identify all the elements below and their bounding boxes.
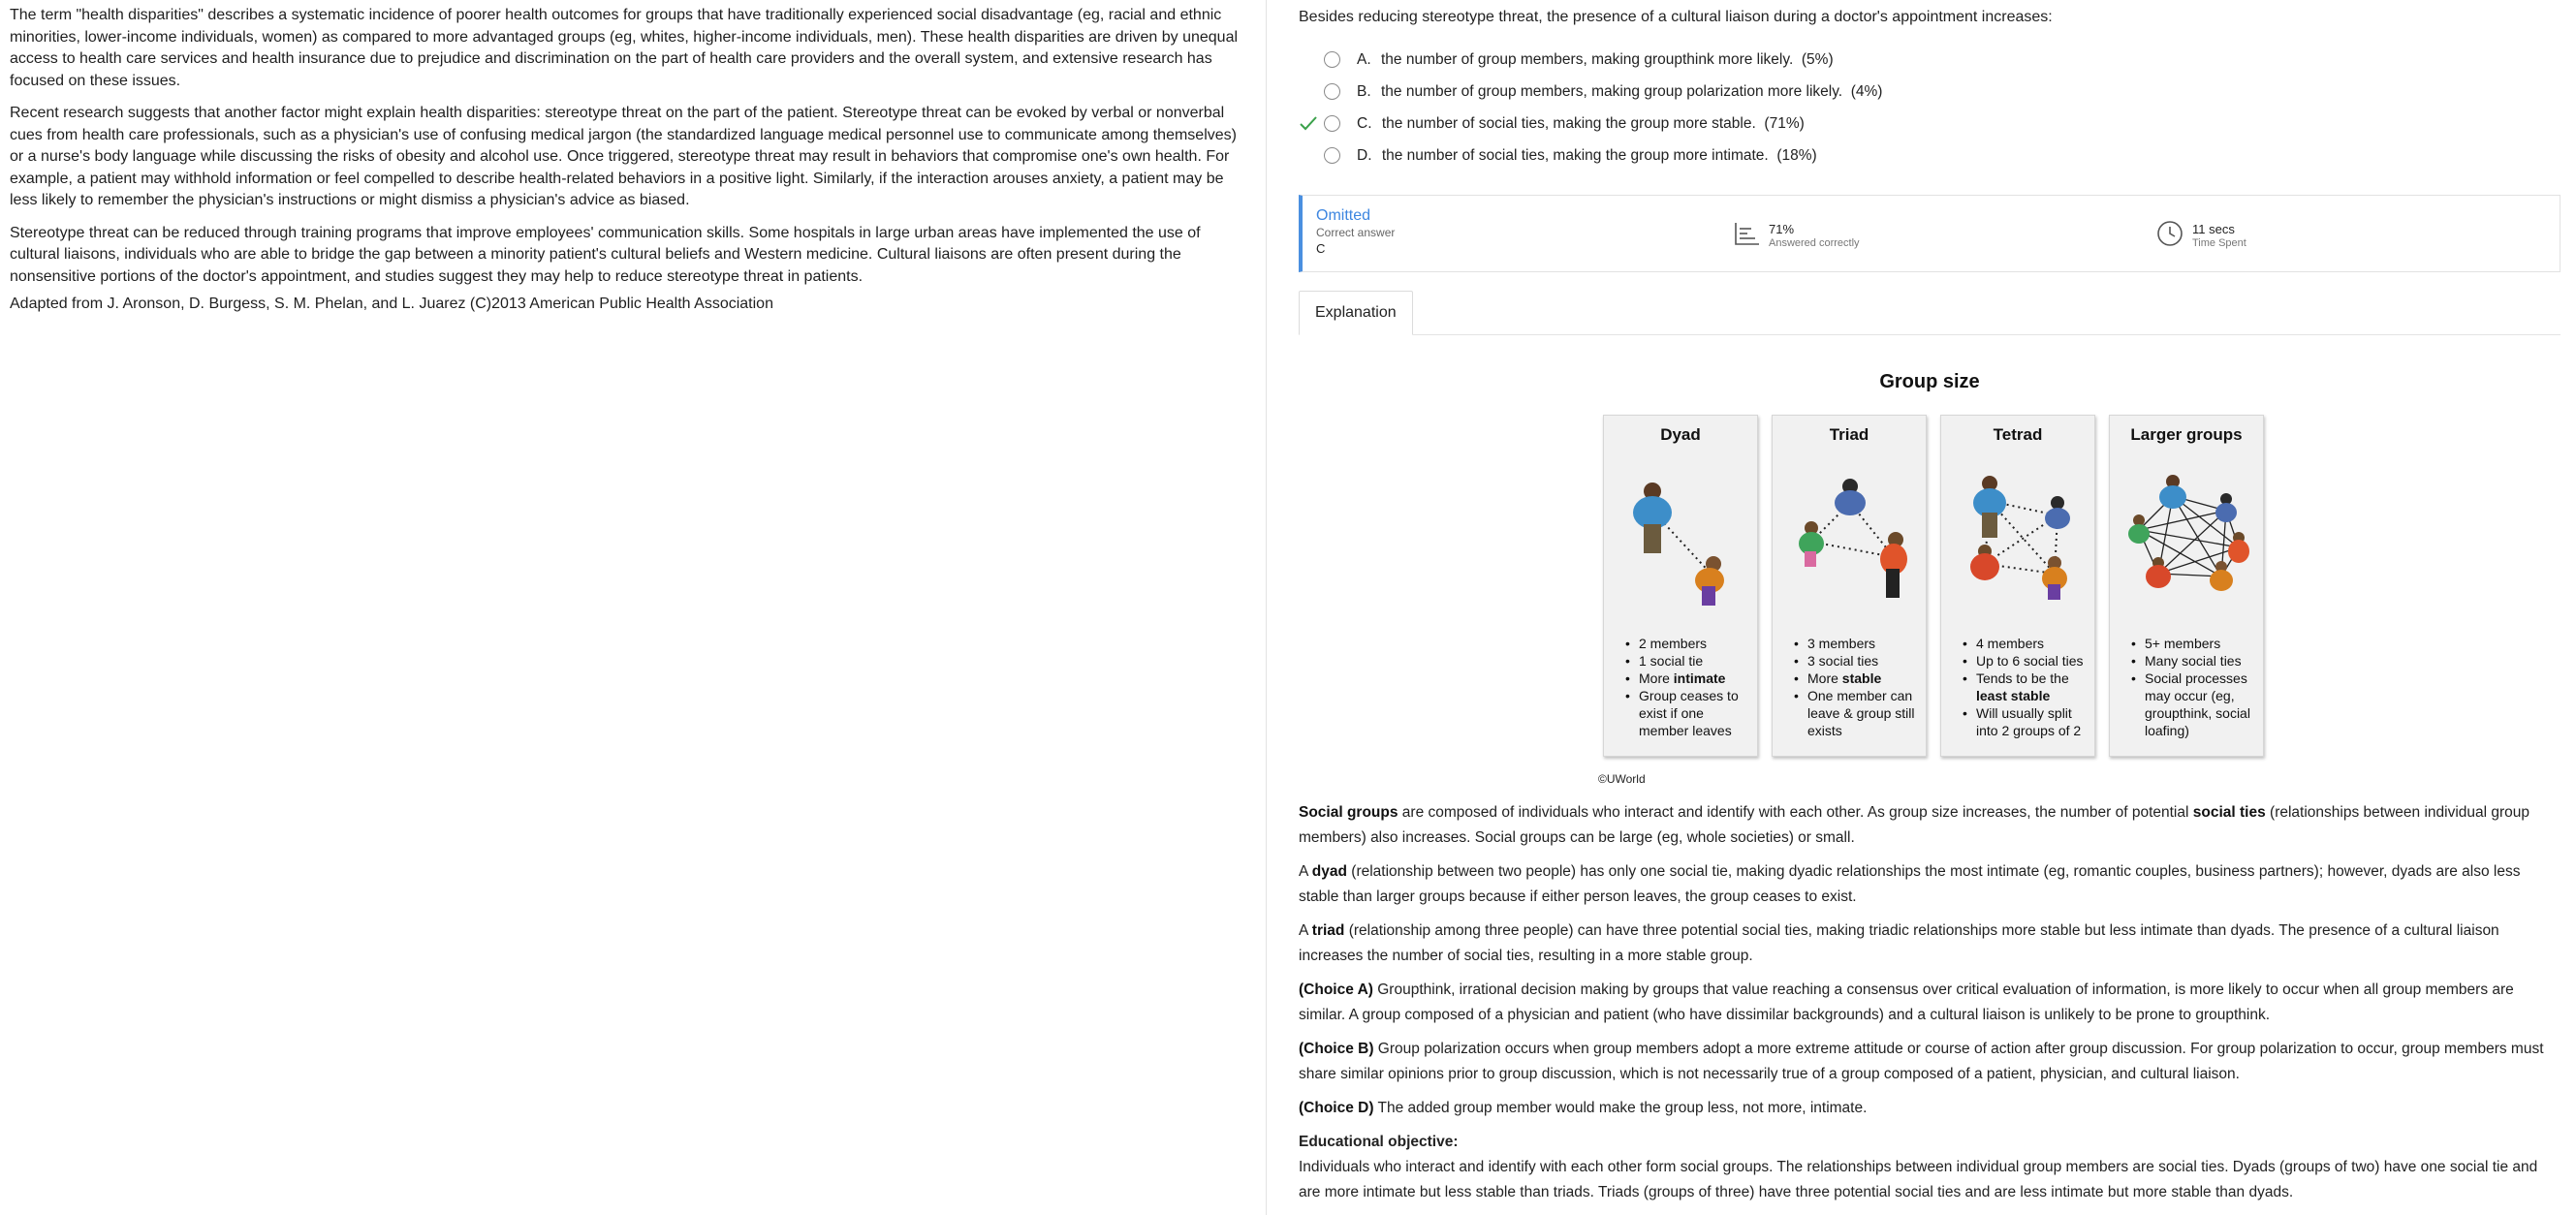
status-label: Omitted (1316, 207, 1371, 224)
clock-icon (2155, 219, 2184, 248)
bullet (1625, 635, 1757, 652)
bullet (1794, 652, 1926, 670)
passage-citation: Adapted from J. Aronson, D. Burgess, S. M. Phelan, and L. Juarez (C)2013 American Public Health Association (10, 296, 773, 312)
tab-explanation[interactable]: Explanation (1299, 291, 1413, 335)
tetrad-bullets (1941, 635, 2094, 739)
tab-bar (1299, 291, 2560, 335)
bullet-text: One member can leave & group still exists (1807, 688, 1915, 738)
correct-answer-value: C (1316, 241, 1326, 256)
text: Group polarization occurs when group members adopt a more extreme attitude or course of action after group discussion. For group polarization to occur, group members must share similar opinions prior to group discussion, which is not necessarily true of a group composed of a patient, physician, and cultural liaison. (1299, 1041, 2544, 1082)
bullet-bold: intimate (1673, 670, 1726, 686)
choice-percent: (71%) (1764, 115, 1805, 132)
choice-label: (Choice B) (1299, 1041, 1374, 1057)
choice-b-explanation (1299, 1037, 2560, 1087)
passage (10, 5, 1245, 321)
time-spent-value: 11 secs (2192, 222, 2235, 236)
bullet-text: Group ceases to exist if one member leaves (1639, 688, 1739, 738)
bullet-text: Many social ties (2145, 653, 2242, 669)
bullet (2131, 635, 2263, 652)
explanation-paragraph (1299, 800, 2560, 851)
card-title: Larger groups (2130, 425, 2243, 444)
bullet-text: 1 social tie (1639, 653, 1704, 669)
bullet-text: 2 members (1639, 636, 1708, 651)
bullet-text: 3 members (1807, 636, 1876, 651)
bullet-text: More (1807, 670, 1842, 686)
passage-paragraph-2: Recent research suggests that another factor might explain health disparities: stereotype threat on the part of the patient. Stereotype threat can be evoked by verbal or nonverbal cues from health care professionals, such as a physician's use of confusing medical jargon (the standardized language medical personnel use to communicate among themselves) or a nurse's body language while discussing the risks of obesity and alcohol use. Once triggered, stereotype threat may result in behaviors that compromise one's own health. For example, a patient may withhold information or feel compelled to describe health-related behaviors in a positive light. Similarly, if the interaction arouses anxiety, a patient may be less likely to remember the physician's instructions or might dismiss a physician's advice as biased. (10, 105, 1237, 208)
bullet-text: Up to 6 social ties (1976, 653, 2084, 669)
bullet-bold: stable (1841, 670, 1882, 686)
term-bold: social ties (2192, 804, 2266, 821)
bullet-text: Tends to be the (1976, 670, 2069, 686)
bullet-text: 4 members (1976, 636, 2045, 651)
choice-d-explanation (1299, 1096, 2560, 1121)
choice-letter: C. (1357, 115, 1372, 132)
objective-text: Individuals who interact and identify with each other form social groups. The relationships between individual group members are social ties. Dyads (groups of two) have one social tie and are more intimate but less stable than triads. Triads (groups of three) have three potential social ties and are less intimate but more stable than dyads. (1299, 1159, 2538, 1200)
bullet (1625, 687, 1757, 739)
choice-percent: (5%) (1801, 51, 1834, 68)
triad-illustration (1777, 462, 1923, 608)
time-spent-label: Time Spent (2192, 237, 2246, 249)
correct-answer-label: Correct answer (1316, 226, 1396, 239)
question-stem: Besides reducing stereotype threat, the presence of a cultural liaison during a doctor's appointment increases: (1299, 9, 2053, 25)
choice-letter: B. (1357, 83, 1371, 100)
triad-bullets (1773, 635, 1926, 739)
larger-groups-illustration (2115, 462, 2260, 608)
bullet (1625, 670, 1757, 687)
radio-c[interactable] (1324, 115, 1340, 132)
text: The added group member would make the group less, not more, intimate. (1373, 1100, 1868, 1116)
bullet (1625, 652, 1757, 670)
choice-b[interactable] (1299, 78, 2074, 110)
text: (relationship between two people) has only one social tie, making dyadic relationships the most intimate (eg, romantic couples, business partners); however, dyads are also less stable than larger groups because if either person leaves, the group ceases to exist. (1299, 863, 2521, 905)
text: A (1299, 863, 1312, 880)
radio-d[interactable] (1324, 147, 1340, 164)
card-title: Triad (1829, 425, 1869, 444)
figure-copyright: ©UWorld (1598, 772, 1646, 786)
larger-groups-bullets (2110, 635, 2263, 739)
card-tetrad (1940, 415, 2095, 757)
text: Groupthink, irrational decision making by groups that value reaching a consensus over critical evaluation of information, is more likely to occur when all group members are similar. A group composed of a physician and patient (who have dissimilar backgrounds) and a cultural liaison is unlikely to be prone to groupthink. (1299, 981, 2514, 1023)
term-bold: Social groups (1299, 804, 1398, 821)
answer-choices (1299, 47, 2074, 174)
choice-d[interactable] (1299, 142, 2074, 174)
passage-pane (0, 0, 1267, 1215)
choice-percent: (18%) (1776, 147, 1817, 164)
correct-answer-stat (1316, 206, 1395, 258)
choice-a-explanation (1299, 978, 2560, 1028)
bullet-text: 3 social ties (1807, 653, 1879, 669)
bullet-text: More (1639, 670, 1674, 686)
tetrad-illustration (1946, 462, 2091, 608)
choice-text: the number of social ties, making the group more stable. (1381, 115, 1756, 132)
passage-paragraph-3: Stereotype threat can be reduced through training programs that improve employees' communication skills. Some hospitals in large urban areas have implemented the use of cultural liaisons, individuals who are able to bridge the gap between a minority patient's cultural beliefs and Western medicine. Cultural liaisons are often present during the nonsensitive portions of the doctor's appointment, and studies suggest they may help to reduce stereotype threat in patients. (10, 224, 1201, 285)
choice-label: (Choice D) (1299, 1100, 1374, 1116)
text: (relationship among three people) can have three potential social ties, making triadic relationships more stable but less intimate than dyads. The presence of a cultural liaison increases the number of social ties, resulting in a more stable group. (1299, 922, 2499, 964)
card-title: Dyad (1660, 425, 1701, 444)
choice-label: (Choice A) (1299, 981, 1373, 998)
correct-check-icon (1299, 113, 1318, 133)
answer-stats-panel (1299, 195, 2560, 272)
bullet (1963, 670, 2094, 704)
radio-b[interactable] (1324, 83, 1340, 100)
card-larger-groups (2109, 415, 2264, 757)
text: are composed of individuals who interact and identify with each other. As group size increases, the number of potential (1398, 804, 2193, 821)
explanation-text (1299, 800, 2560, 1214)
bullet-bold: least stable (1976, 688, 2051, 703)
percent-correct-label: Answered correctly (1769, 237, 1860, 249)
choice-text: the number of group members, making group polarization more likely. (1380, 83, 1843, 100)
bullet (1794, 635, 1926, 652)
choice-text: the number of social ties, making the group more intimate. (1381, 147, 1769, 164)
radio-a[interactable] (1324, 51, 1340, 68)
card-triad (1772, 415, 1927, 757)
figure-title: Group size (1879, 371, 1980, 392)
text: A (1299, 922, 1312, 939)
choice-letter: A. (1357, 51, 1371, 68)
bullet-text: Will usually split into 2 groups of 2 (1976, 705, 2082, 738)
choice-percent: (4%) (1850, 83, 1883, 100)
term-bold: triad (1311, 922, 1345, 939)
bullet-text: Social processes may occur (eg, groupthink, social loafing) (2145, 670, 2250, 738)
bullet (1963, 635, 2094, 652)
question-pane (1299, 0, 2563, 1215)
explanation-paragraph (1299, 859, 2560, 910)
choice-c[interactable] (1299, 110, 2074, 142)
bullet (1963, 652, 2094, 670)
bullet (1963, 704, 2094, 739)
explanation-paragraph (1299, 919, 2560, 969)
bullet (2131, 652, 2263, 670)
dyad-illustration (1609, 462, 1754, 608)
objective-heading: Educational objective: (1299, 1134, 1459, 1150)
bar-chart-icon (1732, 219, 1761, 248)
passage-paragraph-1: The term "health disparities" describes a systematic incidence of poorer health outcomes for groups that have traditionally experienced social disadvantage (eg, racial and ethnic minorities, lower-income individuals, women) as compared to more advantaged groups (eg, whites, higher-income individuals, men). These health disparities are driven by unequal access to health care services and health insurance due to prejudice and discrimination on the part of health care providers and the overall system, and extensive research has focused on these issues. (10, 7, 1239, 89)
card-title: Tetrad (1993, 425, 2043, 444)
bullet (1794, 670, 1926, 687)
choice-letter: D. (1357, 147, 1372, 164)
group-size-figure (1603, 415, 2272, 763)
bullet (1794, 687, 1926, 739)
choice-a[interactable] (1299, 47, 2074, 78)
dyad-bullets (1604, 635, 1757, 739)
card-dyad (1603, 415, 1758, 757)
bullet-text: 5+ members (2145, 636, 2221, 651)
choice-text: the number of group members, making groupthink more likely. (1380, 51, 1794, 68)
term-bold: dyad (1311, 863, 1347, 880)
percent-correct-value: 71% (1769, 222, 1795, 236)
bullet (2131, 670, 2263, 739)
text: (relationships between individual group members) also increases. Social groups can be large (eg, whole societies) or small. (1299, 804, 2530, 846)
